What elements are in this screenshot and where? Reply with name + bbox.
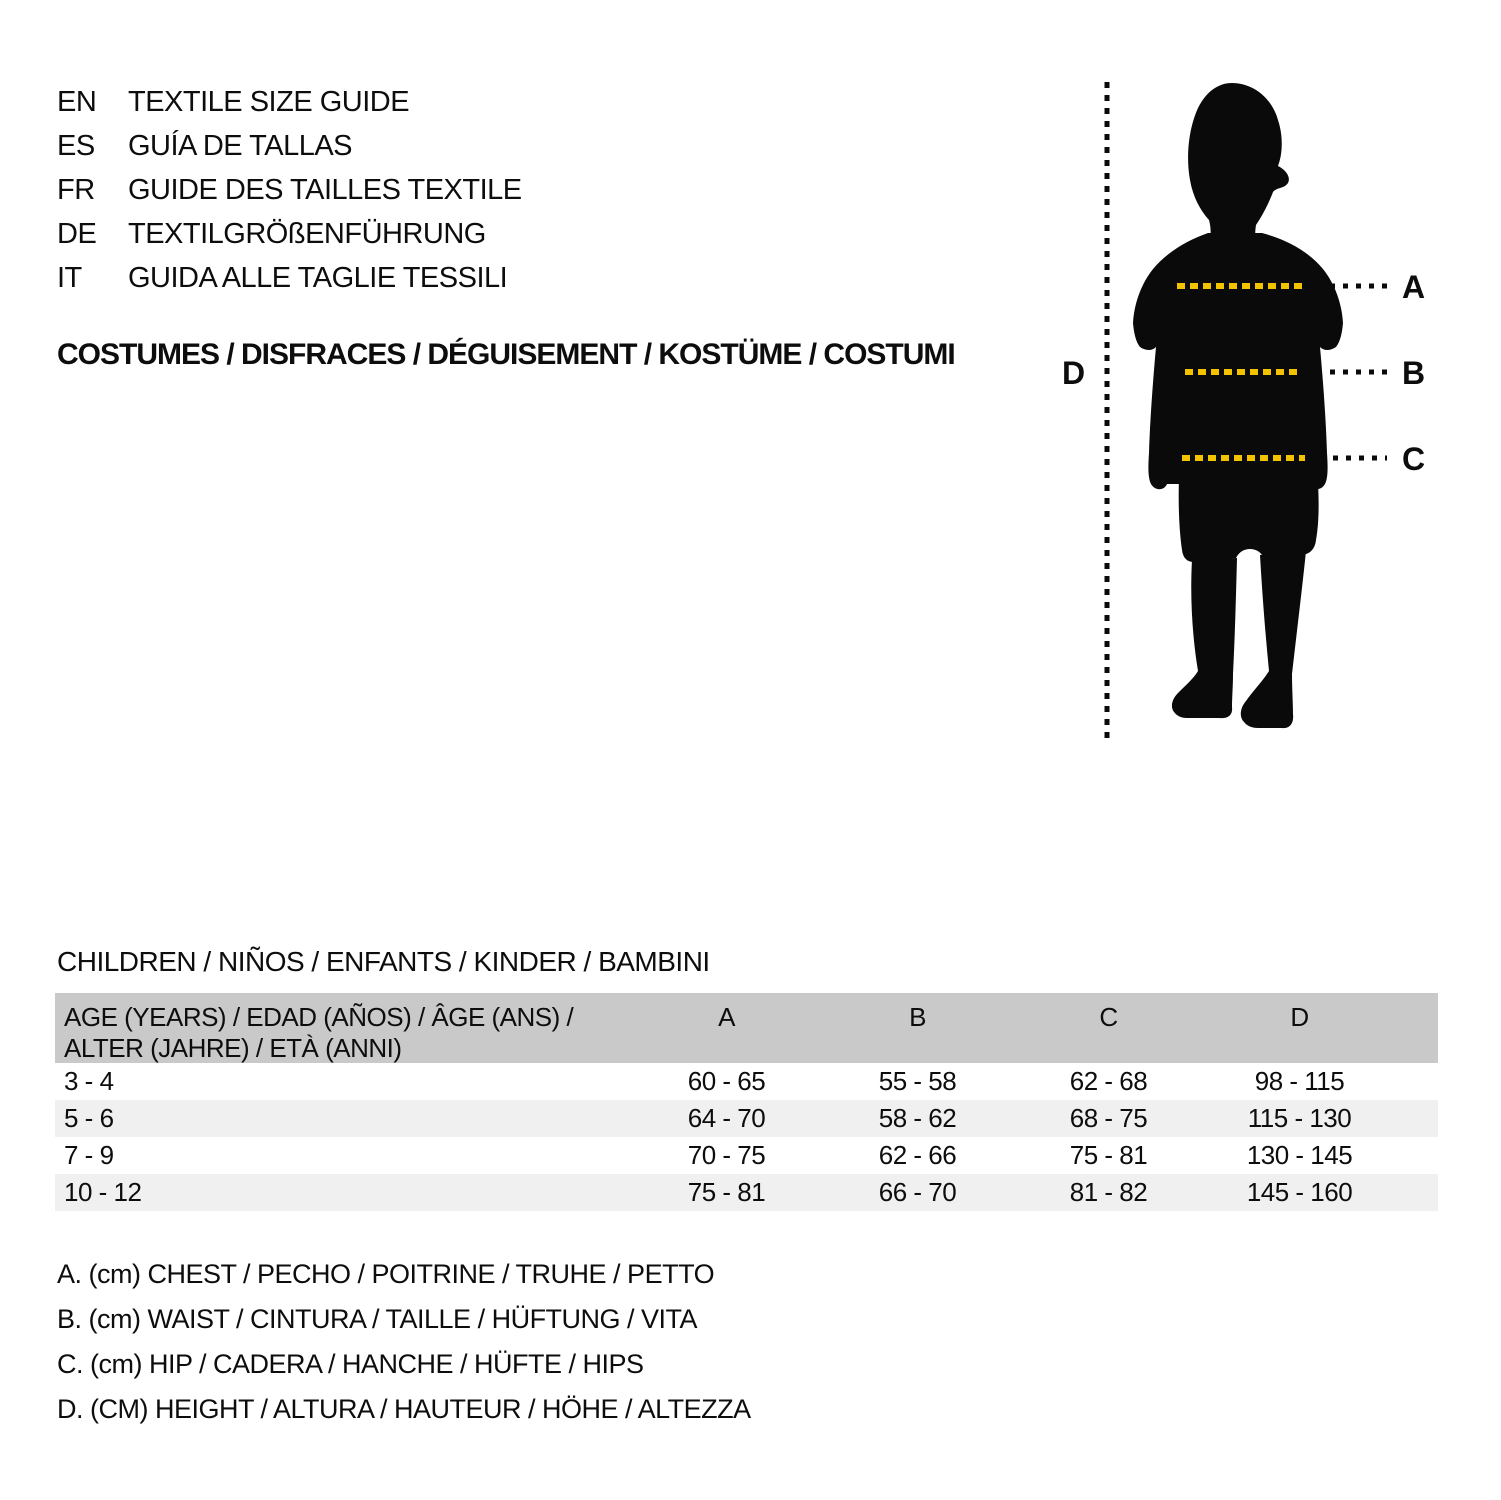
table-header-col-b: B (909, 1002, 926, 1032)
value-cell-c: 62 - 68 (1069, 1066, 1148, 1096)
legend-line-b: B. (cm) WAIST / CINTURA / TAILLE / HÜFTUNG / VITA (57, 1304, 698, 1334)
children-section-heading: CHILDREN / NIÑOS / ENFANTS / KINDER / BAMBINI (57, 946, 710, 977)
age-cell: 5 - 6 (64, 1103, 114, 1133)
language-code: FR (57, 174, 95, 206)
measurement-legend (57, 1252, 751, 1432)
figure-label-d: D (1062, 355, 1086, 391)
language-row (57, 212, 522, 256)
language-label: TEXTILE SIZE GUIDE (128, 86, 410, 118)
legend-line-d: D. (CM) HEIGHT / ALTURA / HAUTEUR / HÖHE / ALTEZZA (57, 1394, 751, 1424)
value-cell-d: 115 - 130 (1247, 1103, 1352, 1133)
language-code: DE (57, 218, 97, 250)
language-label: GUIDE DES TAILLES TEXTILE (128, 174, 522, 206)
child-silhouette (1188, 83, 1289, 242)
size-table (55, 993, 1438, 1211)
language-code: EN (57, 86, 97, 118)
figure-label-a: A (1402, 269, 1426, 305)
figure-label-c: C (1402, 441, 1426, 477)
value-cell-c: 81 - 82 (1069, 1177, 1148, 1207)
table-row (55, 1137, 1438, 1174)
child-silhouette (1241, 551, 1306, 728)
value-cell-c: 68 - 75 (1069, 1103, 1148, 1133)
table-header-row (55, 993, 1438, 1063)
language-row (57, 256, 522, 300)
value-cell-b: 66 - 70 (878, 1177, 957, 1207)
value-cell-a: 64 - 70 (687, 1103, 766, 1133)
table-row (55, 1063, 1438, 1100)
value-cell-b: 58 - 62 (878, 1103, 957, 1133)
table-header-col-d: D (1290, 1002, 1309, 1032)
table-header-spacer (1395, 1002, 1438, 1063)
value-cell-b: 62 - 66 (878, 1140, 957, 1170)
language-code: ES (57, 130, 95, 162)
value-cell-b: 55 - 58 (878, 1066, 957, 1096)
value-cell-a: 70 - 75 (687, 1140, 766, 1170)
value-cell-d: 145 - 160 (1246, 1177, 1353, 1207)
value-cell-a: 60 - 65 (687, 1066, 766, 1096)
child-silhouette (1179, 455, 1319, 562)
figure-label-b: B (1402, 355, 1426, 391)
value-cell-d: 130 - 145 (1246, 1140, 1353, 1170)
legend-line-c: C. (cm) HIP / CADERA / HANCHE / HÜFTE / HIPS (57, 1349, 644, 1379)
child-silhouette-figure (1040, 70, 1500, 750)
table-header-age-line1: AGE (YEARS) / EDAD (AÑOS) / ÂGE (ANS) / (64, 1002, 574, 1032)
age-cell: 7 - 9 (64, 1140, 114, 1170)
language-label: TEXTILGRÖßENFÜHRUNG (128, 218, 486, 250)
table-row (55, 1174, 1438, 1211)
table-row (55, 1100, 1438, 1137)
value-cell-d: 98 - 115 (1254, 1066, 1345, 1096)
table-header-age-line2: ALTER (JAHRE) / ETÀ (ANNI) (64, 1033, 402, 1063)
table-header-col-c: C (1099, 1002, 1118, 1032)
language-code: IT (57, 262, 82, 294)
child-silhouette (1172, 558, 1237, 718)
table-header-col-a: A (718, 1002, 735, 1032)
language-row (57, 124, 522, 168)
value-cell-a: 75 - 81 (687, 1177, 766, 1207)
legend-line-a: A. (cm) CHEST / PECHO / POITRINE / TRUHE / PETTO (57, 1259, 715, 1289)
language-row (57, 80, 522, 124)
language-list (57, 80, 522, 300)
size-figure (1040, 70, 1500, 750)
language-label: GUIDA ALLE TAGLIE TESSILI (128, 262, 508, 294)
language-label: GUÍA DE TALLAS (128, 130, 353, 162)
language-row (57, 168, 522, 212)
page-title: COSTUMES / DISFRACES / DÉGUISEMENT / KOSTÜME / COSTUMI (57, 338, 955, 371)
age-cell: 3 - 4 (64, 1066, 114, 1096)
child-silhouette (1133, 233, 1343, 489)
age-cell: 10 - 12 (64, 1177, 142, 1207)
table-header-age (55, 1002, 631, 1063)
value-cell-c: 75 - 81 (1069, 1140, 1148, 1170)
